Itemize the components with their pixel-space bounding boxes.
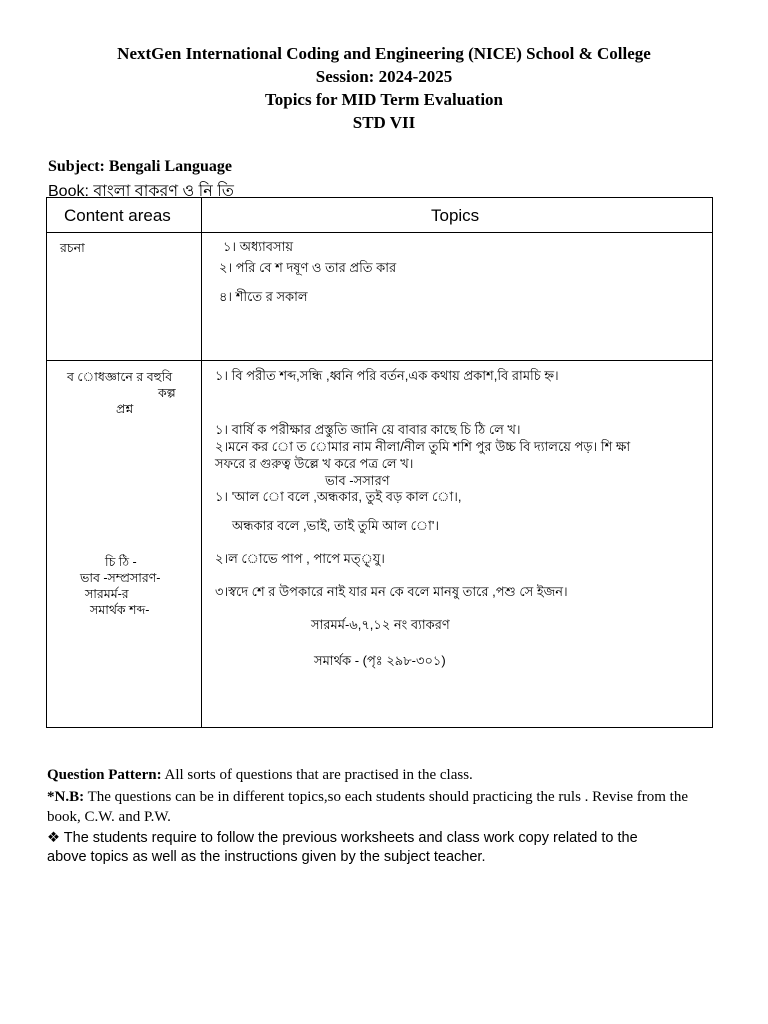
book-line: Book: বাংলা বাকরণ ও নি তি — [48, 183, 234, 200]
topic-row2-4: সফরে র গুরুত্ব উল্লে খ করে পত্র লে খ। — [215, 456, 414, 471]
session: Session: 2024-2025 — [315, 67, 453, 86]
area-row2-line6: সারমর্ম-র — [85, 587, 129, 601]
topic-row2-3: ২।মনে কর ো ত োমার নাম নীলা/নীল তুমি শশি পুর উচ্চ বি দ্যালয়ে পড়। শি ক্ষা — [215, 439, 631, 454]
area-row2-line4: চি ঠি - — [105, 555, 137, 569]
column-divider — [201, 198, 202, 727]
topic-row2-7: অন্ধকার বলে ,ভাই, তাই তুমি আল ো'। — [232, 518, 439, 533]
area-row2-line3: প্রশ্ন — [116, 402, 134, 416]
diamond-bullet-icon: ❖ — [47, 830, 60, 846]
topic-row2-10: সারমর্ম-৬,৭,১২ নং ব্যাকরণ — [311, 617, 450, 632]
area-row2-line5: ভাব -সম্প্রসারণ- — [80, 571, 161, 585]
nb-label: *N.B: — [47, 789, 85, 805]
topic-row2-2: ১। বার্ষি ক পরীক্ষার প্রস্তুতি জানি য়ে বাবার কাছে চি ঠি লে খ। — [215, 422, 521, 437]
topic-row1-3: ৪। শীতে র সকাল — [219, 289, 308, 304]
instruction-note — [47, 829, 667, 867]
question-pattern-text: All sorts of questions that are practised in the class. — [164, 767, 473, 783]
topic-row2-11: সমার্থক - (পৃঃ ২৯৮-৩০১) — [314, 653, 446, 668]
area-row2-line1: ব োধজ্ঞানে র বহুবি — [67, 370, 173, 384]
topic-row1-2: ২। পরি বে শ দষূণ ও তার প্রতি কার — [219, 260, 397, 275]
topics-table — [46, 197, 713, 728]
area-row2-line2: কল্প — [158, 386, 176, 400]
area-rochona: রচনা — [60, 241, 85, 255]
class-name: STD VII — [352, 113, 416, 132]
topic-row2-9: ৩।স্বদে শে র উপকারে নাই যার মন কে বলে মানষু তারে ,পশু সে ইজন। — [215, 584, 568, 599]
nb-text: The questions can be in different topics,so each students should practicing the ruls . Revise from the book, C.W. and P.W. — [47, 789, 688, 825]
subject-line: Subject: Bengali Language — [48, 158, 233, 175]
topic-row1-1: ১। অধ্যাবসায় — [223, 239, 294, 254]
question-pattern-label: Question Pattern: — [47, 767, 162, 783]
topic-row2-6: ১। 'আল ো বলে ,অন্ধকার, তুই বড় কাল ো।, — [215, 489, 462, 504]
nb-note — [47, 787, 722, 827]
row-divider — [47, 360, 712, 361]
topic-row2-1: ১। বি পরীত শব্দ,সন্ধি ,ধ্বনি পরি বর্তন,এক কথায় প্রকাশ,বি রামচি হ্ন। — [215, 368, 559, 383]
question-pattern — [47, 765, 727, 785]
col-header-topics: Topics — [431, 206, 480, 225]
col-header-content-areas: Content areas — [64, 206, 171, 225]
instruction-text: The students require to follow the previous worksheets and class work copy related to the above topics as well as the instructions given by the subject teacher. — [47, 830, 638, 865]
header-row-divider — [47, 232, 712, 233]
document-header — [0, 42, 768, 134]
school-name: NextGen International Coding and Engineering (NICE) School & College — [117, 44, 651, 63]
topic-row2-8: ২।ল োভে পাপ , পাপে মত্ৃ্যু। — [215, 551, 385, 566]
topic-row2-5: ভাব -সসারণ — [325, 473, 390, 488]
area-row2-line7: সমার্থক শব্দ- — [90, 603, 150, 617]
evaluation-title: Topics for MID Term Evaluation — [264, 90, 504, 109]
